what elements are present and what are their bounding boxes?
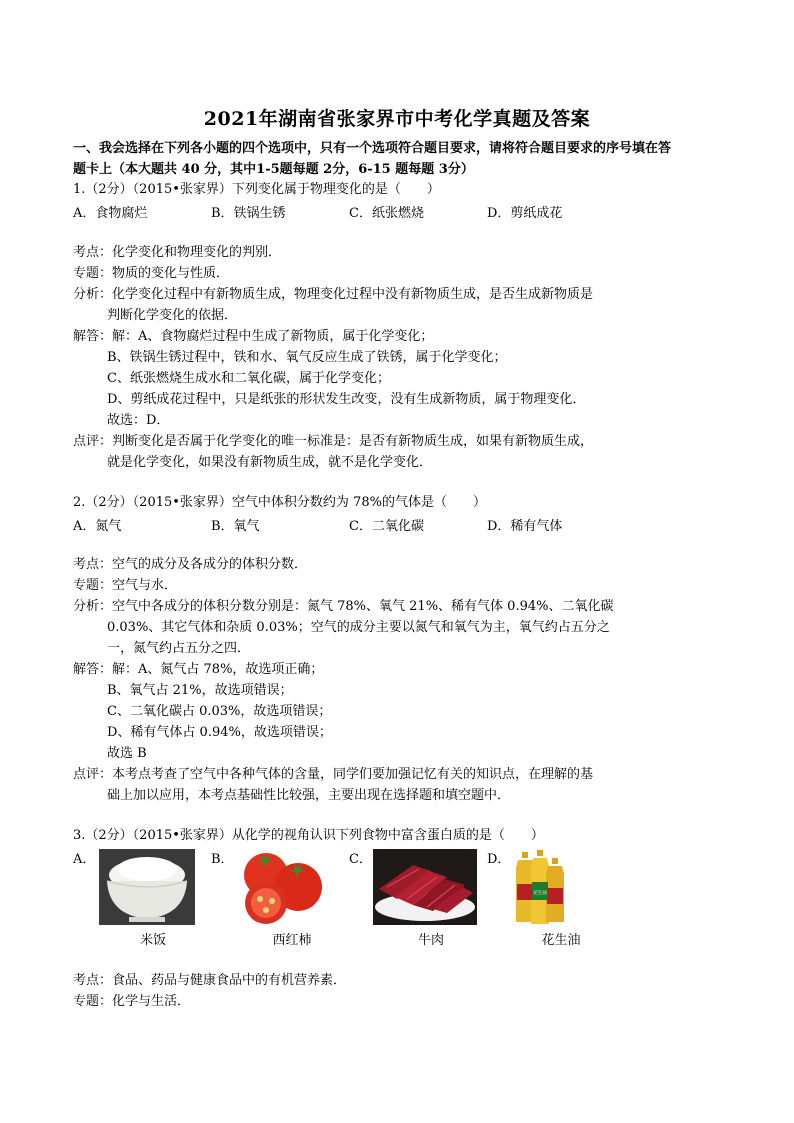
beef-image — [373, 849, 477, 925]
q1-option-a: A．食物腐烂 — [73, 206, 148, 221]
q1-fenxi: 分析：化学变化过程中有新物质生成，物理变化过程中没有新物质生成，是否生成新物质是 — [73, 287, 594, 302]
q2-option-b: B．氧气 — [211, 519, 260, 534]
page-title: 2021年湖南省张家界市中考化学真题及答案 — [203, 108, 591, 130]
q1-answer: 故选：D． — [107, 413, 170, 428]
q3-stem: 3.（2分）（2015•张家界）从化学的视角认识下列食物中富含蛋白质的是（ ） — [73, 828, 544, 843]
q1-option-d: D．剪纸成花 — [487, 206, 563, 221]
section-heading — [73, 138, 733, 180]
q2-jieda: 解答：解：A、氮气占 78%，故选项正确； — [73, 662, 324, 677]
q1-dianping: 点评：判断变化是否属于化学变化的唯一标准是：是否有新物质生成，如果有新物质生成， — [73, 434, 594, 449]
q1-jieda-b: B、铁锅生锈过程中，铁和水、氧气反应生成了铁锈，属于化学变化； — [107, 350, 507, 365]
oil-bottle-label: 花生油 — [533, 891, 547, 896]
peanut-oil-image — [512, 848, 574, 926]
q1-stem: 1.（2分）（2015•张家界）下列变化属于物理变化的是（ ） — [73, 182, 440, 197]
q2-jieda-b: B、氧气占 21%，故选项错误； — [107, 683, 293, 698]
q2-zhuanti: 专题：空气与水． — [73, 578, 178, 593]
q2-dianping: 点评：本考点考查了空气中各种气体的含量，同学们要加强记忆有关的知识点，在理解的基 — [73, 767, 594, 782]
q1-fenxi-cont: 判断化学变化的依据． — [107, 308, 238, 323]
q2-answer: 故选 B — [107, 746, 147, 761]
q2-kaodian: 考点：空气的成分及各成分的体积分数． — [73, 557, 308, 572]
rice-bowl-image — [99, 849, 195, 925]
q1-kaodian: 考点：化学变化和物理变化的判别． — [73, 245, 282, 260]
q3-caption-c: 牛肉 — [417, 933, 444, 948]
q1-jieda-d: D、剪纸成花过程中，只是纸张的形状发生改变，没有生成新物质，属于物理变化． — [107, 392, 586, 407]
q2-fenxi: 分析：空气中各成分的体积分数分别是：氮气 78%、氧气 21%、稀有气体 0.94%、二氧化碳 — [73, 599, 614, 614]
q2-option-d: D．稀有气体 — [487, 519, 563, 534]
q2-fenxi-cont-2: 一，氮气约占五分之四． — [107, 641, 251, 656]
q1-zhuanti: 专题：物质的变化与性质． — [73, 266, 230, 281]
section-heading-line-1: 一、我会选择在下列各小题的四个选项中，只有一个选项符合题目要求，请将符合题目要求的序号填在答 — [73, 141, 672, 156]
q2-jieda-d: D、稀有气体占 0.94%，故选项错误； — [107, 725, 332, 740]
q2-dianping-cont: 础上加以应用，本考点基础性比较强，主要出现在选择题和填空题中． — [107, 788, 511, 803]
q1-jieda: 解答：解：A、食物腐烂过程中生成了新物质，属于化学变化； — [73, 329, 434, 344]
q2-option-c: C．二氧化碳 — [349, 519, 424, 534]
q3-caption-d: 花生油 — [541, 933, 581, 948]
q3-caption-a: 米饭 — [139, 933, 166, 948]
q1-option-b: B．铁锅生锈 — [211, 206, 286, 221]
q2-option-a: A．氮气 — [73, 519, 122, 534]
section-heading-line-2: 题卡上（本大题共 40 分，其中1-5题每题 2分，6-15 题每题 3分） — [73, 162, 474, 177]
q1-dianping-cont: 就是化学变化，如果没有新物质生成，就不是化学变化． — [107, 455, 433, 470]
q3-option-b-letter: B． — [211, 852, 234, 867]
q2-stem: 2.（2分）（2015•张家界）空气中体积分数约为 78%的气体是（ ） — [73, 495, 486, 510]
q3-kaodian: 考点：食品、药品与健康食品中的有机营养素． — [73, 973, 347, 988]
q1-option-c: C．纸张燃烧 — [349, 206, 424, 221]
q3-zhuanti: 专题：化学与生活． — [73, 994, 191, 1009]
q2-fenxi-cont-1: 0.03%、其它气体和杂质 0.03%；空气的成分主要以氮气和氧气为主，氧气约占五分之 — [107, 620, 610, 635]
tomato-image — [236, 849, 328, 927]
q2-jieda-c: C、二氧化碳占 0.03%，故选项错误； — [107, 704, 332, 719]
q3-option-c-letter: C． — [349, 852, 372, 867]
q1-jieda-c: C、纸张燃烧生成水和二氧化碳，属于化学变化； — [107, 371, 390, 386]
q3-option-a-letter: A． — [73, 852, 96, 867]
q3-caption-b: 西红柿 — [272, 933, 312, 948]
q3-option-d-letter: D． — [487, 852, 511, 867]
